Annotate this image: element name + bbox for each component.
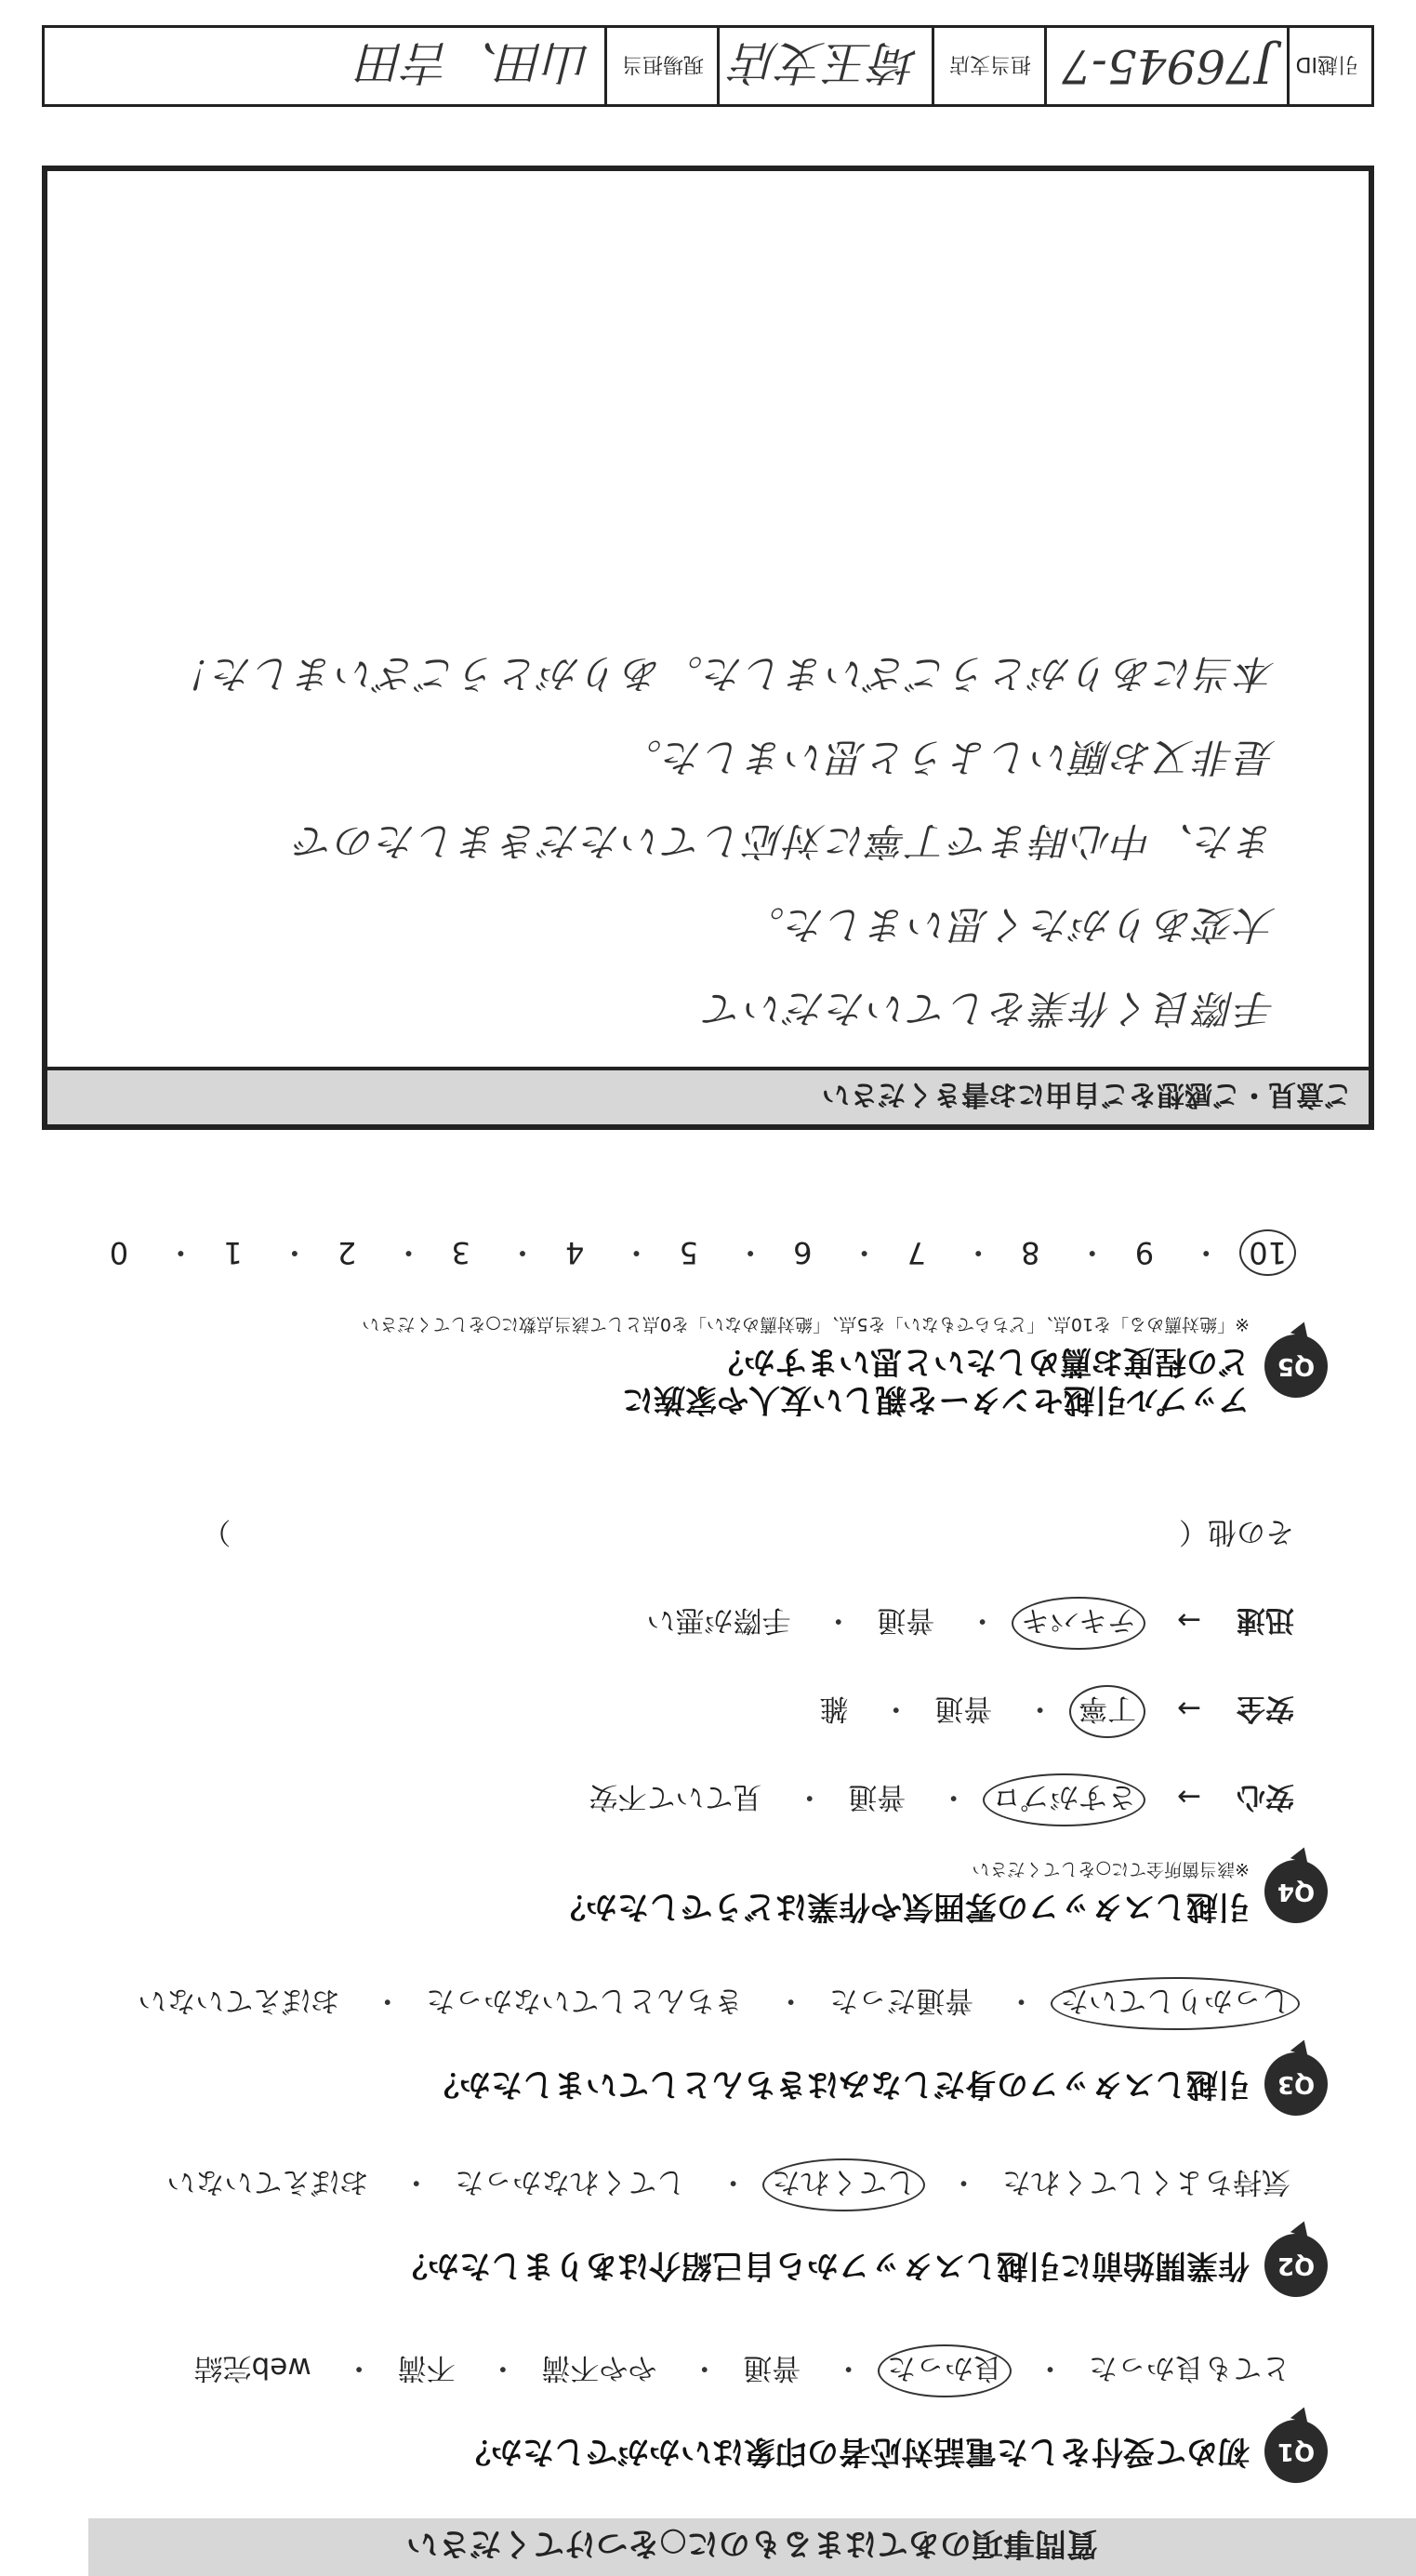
question-5 — [56, 1233, 1328, 1418]
instruction-banner — [88, 2518, 1416, 2576]
q2-badge: Q2 — [1264, 2234, 1328, 2297]
question-3 — [56, 1983, 1328, 2116]
q5-score-1[interactable]: 1 — [223, 1235, 243, 1271]
staff-label: 現場担当 — [604, 28, 717, 104]
q4-row-1-option-2[interactable]: 雑 — [819, 1692, 849, 1726]
q1-option-4[interactable]: 不満 — [397, 2351, 456, 2384]
q4-row-0-category: 安心 — [1237, 1780, 1294, 1814]
q4-text: 引越しスタッフの雰囲気や作業はどうでしたか？ — [554, 1888, 1250, 1925]
q4-row-jinsoku: 迅速→ テキパキ・ 普通・ 手際が悪い — [56, 1602, 1294, 1644]
q5-score-5[interactable]: 5 — [679, 1235, 698, 1271]
q4-other-row — [56, 1514, 1294, 1556]
branch-label: 担当支店 — [932, 28, 1044, 104]
q4-row-anshin: 安心→ さすがプロ・ 普通・ 見ていて不安 — [56, 1779, 1294, 1821]
q2-option-3[interactable]: おぼえていない — [166, 2165, 369, 2198]
q5-scale: 10・ 9・ 8・ 7・ 6・ 5・ 4・ 3・ 2・ 1・ 0 — [56, 1233, 1290, 1276]
q3-option-2[interactable]: きちんとしていなかった — [426, 1984, 744, 2017]
q4-row-0-option-2[interactable]: 見ていて不安 — [589, 1780, 762, 1814]
question-2 — [56, 2164, 1328, 2297]
q3-option-0[interactable]: しっかりしていた — [1056, 1983, 1294, 2025]
comment-line-0: 手際良く作業をしていただいて — [702, 986, 1276, 1031]
q2-option-1[interactable]: してくれた — [768, 2164, 920, 2206]
move-id-value: J76945-7 — [1044, 28, 1287, 104]
q5-score-3[interactable]: 3 — [451, 1235, 470, 1271]
comment-line-2: また、中心時まで丁寧に対応していただきましたので — [293, 818, 1276, 864]
q5-badge: Q5 — [1264, 1334, 1328, 1398]
q4-badge: Q4 — [1264, 1860, 1328, 1923]
q5-score-2[interactable]: 2 — [337, 1235, 357, 1271]
q3-option-1[interactable]: 普通だった — [829, 1984, 974, 2017]
q2-options: 気持ちよくしてくれた・ してくれた・ してくれなかった・ おぼえていない — [56, 2164, 1294, 2206]
q1-badge: Q1 — [1264, 2420, 1328, 2483]
comment-line-1: 大変ありがたく思いました。 — [743, 902, 1276, 948]
q1-option-2[interactable]: 普通 — [743, 2351, 801, 2384]
question-1 — [56, 2350, 1328, 2483]
q5-score-8[interactable]: 8 — [1021, 1235, 1040, 1271]
q2-option-2[interactable]: してくれなかった — [455, 2165, 686, 2198]
q3-options: しっかりしていた・ 普通だった・ きちんとしていなかった・ おぼえていない — [56, 1983, 1294, 2025]
q4-row-1-category: 安全 — [1237, 1692, 1294, 1726]
comment-line-3: 是非又お願いしようと思いました。 — [620, 735, 1276, 780]
branch-value: 埼玉支店 — [717, 28, 932, 104]
q1-option-3[interactable]: やや不満 — [541, 2351, 657, 2384]
q4-row-2-category: 迅速 — [1237, 1603, 1294, 1638]
q4-row-2-option-1[interactable]: 普通 — [877, 1603, 935, 1638]
q1-option-0[interactable]: とても良かった — [1089, 2351, 1290, 2384]
move-id-label: 引越ID — [1287, 28, 1371, 104]
instruction-text: 質問事項のあてはまるものに○をつけてください — [406, 2525, 1098, 2563]
q5-score-4[interactable]: 4 — [565, 1235, 585, 1271]
q2-option-0[interactable]: 気持ちよくしてくれた — [1002, 2165, 1290, 2198]
q5-score-0[interactable]: 0 — [109, 1235, 129, 1271]
q1-option-1[interactable]: 良かった — [883, 2350, 1006, 2392]
comment-header — [47, 1067, 1369, 1124]
question-4 — [56, 1514, 1328, 1925]
q4-note: ※該当箇所全てに○をしてください — [972, 1859, 1250, 1880]
staff-names: 山田、吉田 — [359, 35, 591, 89]
q1-options: とても良かった・ 良かった・ 普通・ やや不満・ 不満・ web完結 — [56, 2350, 1294, 2392]
q2-text: 作業開始前に引越しスタッフから自己紹介はありましたか？ — [396, 2247, 1250, 2285]
comment-label: ご意見・ご感想をご自由にお書きください — [822, 1078, 1352, 1110]
q5-score-10[interactable]: 10 — [1245, 1235, 1290, 1270]
q5-score-6[interactable]: 6 — [793, 1235, 813, 1271]
q5-score-7[interactable]: 7 — [907, 1235, 926, 1271]
q4-row-1-option-1[interactable]: 普通 — [934, 1692, 993, 1726]
q5-text-line1: アップル引越センターを親しい友人や家族に — [622, 1381, 1250, 1418]
q1-text: 初めて受付をした電話対応者の印象はいかがでしたか？ — [459, 2433, 1250, 2471]
q4-row-2-option-0[interactable]: テキパキ — [1017, 1602, 1140, 1644]
q3-option-3[interactable]: おぼえていない — [138, 1984, 340, 2017]
q4-other-close: ） — [202, 1515, 232, 1549]
q4-row-1-option-0[interactable]: 丁寧 — [1075, 1691, 1140, 1733]
q3-badge: Q3 — [1264, 2052, 1328, 2116]
q4-row-0-option-1[interactable]: 普通 — [848, 1780, 907, 1814]
q5-text-line2: どの程度お薦めしたいと思いますか？ — [712, 1343, 1250, 1381]
q4-row-0-option-0[interactable]: さすがプロ — [988, 1779, 1140, 1821]
q5-score-9[interactable]: 9 — [1134, 1235, 1155, 1271]
q4-other-label: その他（ — [1179, 1515, 1294, 1549]
q1-option-5[interactable]: web完結 — [193, 2351, 311, 2384]
q4-row-anzen: 安全→ 丁寧・ 普通・ 雑 — [56, 1691, 1294, 1733]
q4-row-2-option-2[interactable]: 手際が悪い — [646, 1603, 791, 1638]
q5-note: ※「絶対薦める」を10点、「どちらでもない」を5点、「絶対薦めない」を0点として該当点数に○をしてください — [362, 1314, 1250, 1335]
comment-box[interactable] — [42, 166, 1374, 1130]
q3-text: 引越しスタッフの身だしなみはきちんとしていましたか？ — [428, 2065, 1250, 2104]
comment-line-4: 本当にありがとうございました。ありがとうございました！ — [170, 651, 1276, 697]
footer-info-table — [42, 25, 1374, 107]
